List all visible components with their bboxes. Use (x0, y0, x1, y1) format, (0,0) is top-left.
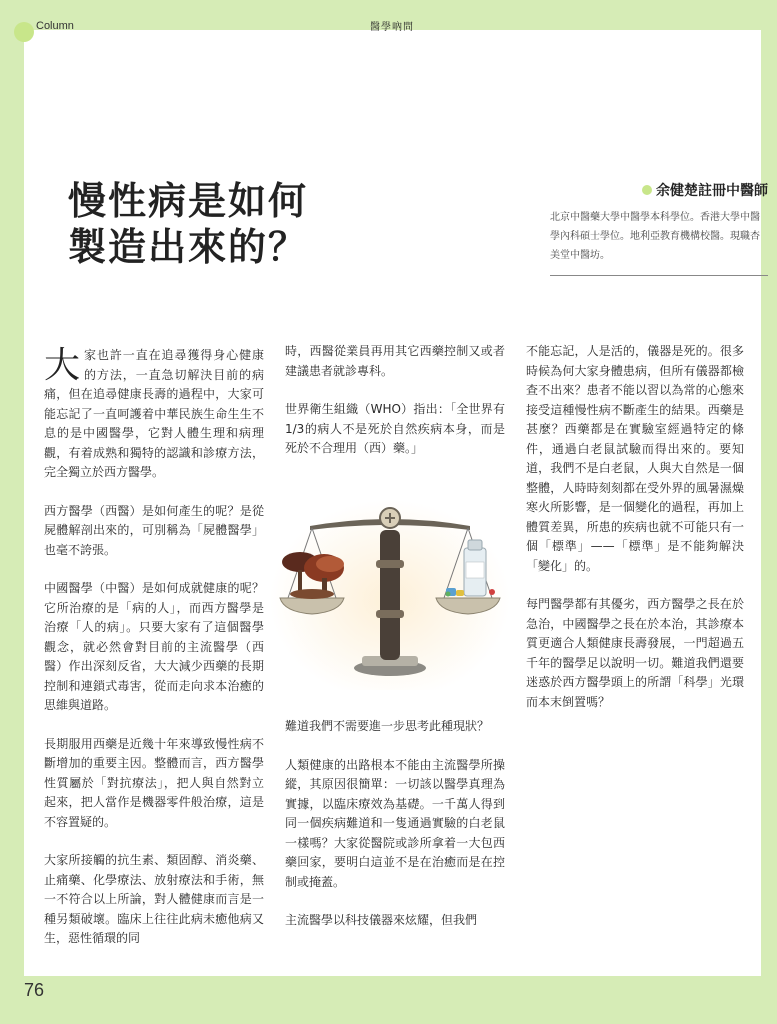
title-line-1: 慢性病是如何 (68, 179, 309, 223)
paragraph: 難道我們不需要進一步思考此種現狀？ (285, 719, 490, 733)
paragraph: 西方醫學（西醫）是如何產生的呢？是從屍體解剖出來的，可別稱為「屍體醫學」也毫不誇張。 (44, 503, 264, 557)
author-box (550, 180, 768, 276)
paragraph: 不能忘記，人是活的，儀器是死的。很多時候為何大家身體患病，但所有儀器都檢查不出來？患者不能以習以為常的心態來接受這種慢性病不斷產生的結果。西藥是甚麼？西藥都是在實驗室經過特定的條件，通過白老鼠試驗而得出來的。要知道，我們不是白老鼠，人與大自然是一個整體，人時時刻刻都在受外界的風暑濕燥寒火所影響，是一個變化的過程，再加上體質差異，所患的疾病也就不可能只有一個「標準」——「標準」是不能夠解決「變化」的。 (526, 344, 744, 573)
author-name-row (550, 180, 768, 200)
paragraph: 人類健康的出路根本不能由主流醫學所操縱，其原因很簡單：一切該以醫學真理為實據，以臨床療效為基礎。一千萬人得到同一個疾病難道和一隻通過實驗的白老鼠一樣嗎？大家從醫院或診所拿着一大包西藥回家，要明白這並不是在治癒而是在控制或掩蓋。 (285, 757, 505, 889)
paragraph: 長期服用西藥是近幾十年來導致慢性病不斷增加的重要主因。整體而言，西方醫學性質屬於「對抗療法」，把人與自然對立起來，把人當作是機器零件般治療，這是不容置疑的。 (44, 736, 264, 829)
paragraph-text: 家也許一直在追尋獲得身心健康的方法，一直急切解決目前的病痛，但在追尋健康長壽的過程中，大家可能忘記了一直呵護着中華民族生命生生不息的是中國醫學，它對人體生理和病理觀，有着成熟和獨特的認識和診療方法，完全獨立於西方醫學。 (44, 348, 264, 479)
drop-cap: 大 (44, 345, 81, 386)
column-dot-icon (14, 22, 34, 42)
section-label: 醫學吶問 (370, 22, 414, 33)
paragraph: 大家所接觸的抗生素、類固醇、消炎藥、止痛藥、化學療法、放射療法和手術，無一不符合以上所論，對人體健康而言是一種另類破壞。臨床上往往此病未癒他病又生，惡性循環的同 (44, 853, 264, 945)
paragraph: 世界衛生組織（WHO）指出：「全世界有1/3的病人不是死於自然疾病本身，而是死於不合理用（西）藥。」 (285, 402, 505, 455)
article-column-3 (526, 342, 744, 731)
article-column-1 (44, 346, 264, 968)
author-divider (550, 275, 768, 276)
title-line-2: 製造出來的？ (68, 225, 309, 269)
article-column-2 (285, 342, 505, 478)
article-title (68, 178, 398, 270)
paragraph: 主流醫學以科技儀器來炫耀，但我們 (285, 913, 478, 927)
column-label: Column (36, 20, 74, 32)
paragraph (44, 346, 264, 483)
page-number: 76 (24, 980, 45, 1000)
paragraph: 中國醫學（中醫）是如何成就健康的呢？它所治療的是「病的人」，而西方醫學是治療「人的病」。只要大家有了這個醫學觀念，就必然會對目前的主流醫學（西醫）作出深刻反省，大大減少西藥的長期控制和連鎖式毒害，從而走向求本治癒的思維與道路。 (44, 581, 264, 712)
article-column-2-lower (285, 717, 505, 950)
author-name: 余健楚註冊中醫師 (656, 183, 768, 199)
paragraph: 時，西醫從業員再用其它西藥控制又或者建議患者就診專科。 (285, 344, 505, 378)
author-bullet-icon (642, 185, 652, 195)
paragraph: 每門醫學都有其優劣，西方醫學之長在於急治，中國醫學之長在於本治，其診療本質更適合人類健康長壽發展，一門超過五千年的醫學足以說明一切。難道我們還要迷惑於西方醫學頭上的所謂「科學」光環而本末倒置嗎？ (526, 597, 744, 709)
author-bio: 北京中醫藥大學中醫學本科學位。香港大學中醫學內科碩士學位。地利亞教育機構校醫。現職杏美堂中醫坊。 (550, 212, 760, 261)
balance-scale-icon (270, 490, 510, 690)
